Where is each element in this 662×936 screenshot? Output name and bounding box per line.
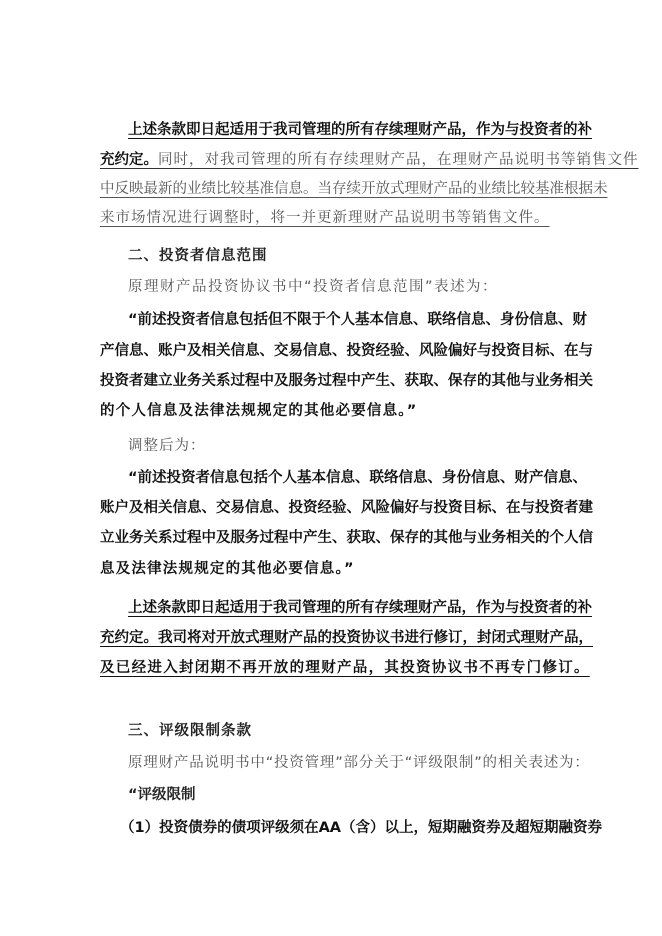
note-line: 及已经进入封闭期不再开放的理财产品，其投资协议书不再专门修订。 [100, 660, 590, 676]
section-heading: 三、评级限制条款 [128, 723, 252, 739]
quote-title: “评级限制 [128, 787, 196, 803]
quote-line: 立业务关系过程中及服务过程中产生、获取、保存的其他与业务相关的个人信 [100, 530, 593, 546]
intro-text: 原理财产品投资协议书中“投资者信息范围”表述为： [128, 279, 499, 295]
intro-text: 原理财产品说明书中“投资管理”部分关于“评级限制”的相关表述为： [128, 755, 590, 771]
text-bold: 充约定。 [100, 152, 158, 168]
quote-line: 产信息、账户及相关信息、交易信息、投资经验、风险偏好与投资目标、在与 [100, 343, 593, 359]
note-line: 充约定。我司将对开放式理财产品的投资协议书进行修订，封闭式理财产品， [100, 630, 593, 646]
list-item: （1）投资债券的债项评级须在AA（含）以上，短期融资券及超短期融资券 [120, 820, 603, 836]
text-line: 来市场情况进行调整时，将一并更新理财产品说明书等销售文件。 [100, 210, 550, 226]
quote-line: “前述投资者信息包括但不限于个人基本信息、联络信息、身份信息、财 [128, 312, 588, 328]
quote-line: “前述投资者信息包括个人基本信息、联络信息、身份信息、财产信息、 [128, 470, 588, 486]
text-line: 上述条款即日起适用于我司管理的所有存续理财产品，作为与投资者的补 [128, 122, 592, 138]
quote-line: 账户及相关信息、交易信息、投资经验、风险偏好与投资目标、在与投资者建 [100, 500, 593, 516]
text-normal: 同时，对我司管理的所有存续理财产品，在理财产品说明书等销售文件 [158, 152, 639, 168]
adjusted-label: 调整后为： [128, 438, 206, 454]
quote-line: 息及法律法规规定的其他必要信息。” [100, 561, 355, 577]
section-heading: 二、投资者信息范围 [128, 248, 268, 264]
quote-line: 投资者建立业务关系过程中及服务过程中产生、获取、保存的其他与业务相关 [100, 373, 593, 389]
quote-line: 的个人信息及法律法规规定的其他必要信息。” [100, 403, 418, 419]
text-line: 中反映最新的业绩比较基准信息。当存续开放式理财产品的业绩比较基准根据未 [100, 181, 608, 197]
note-line: 上述条款即日起适用于我司管理的所有存续理财产品，作为与投资者的补 [128, 600, 592, 616]
text-line [100, 150, 639, 170]
